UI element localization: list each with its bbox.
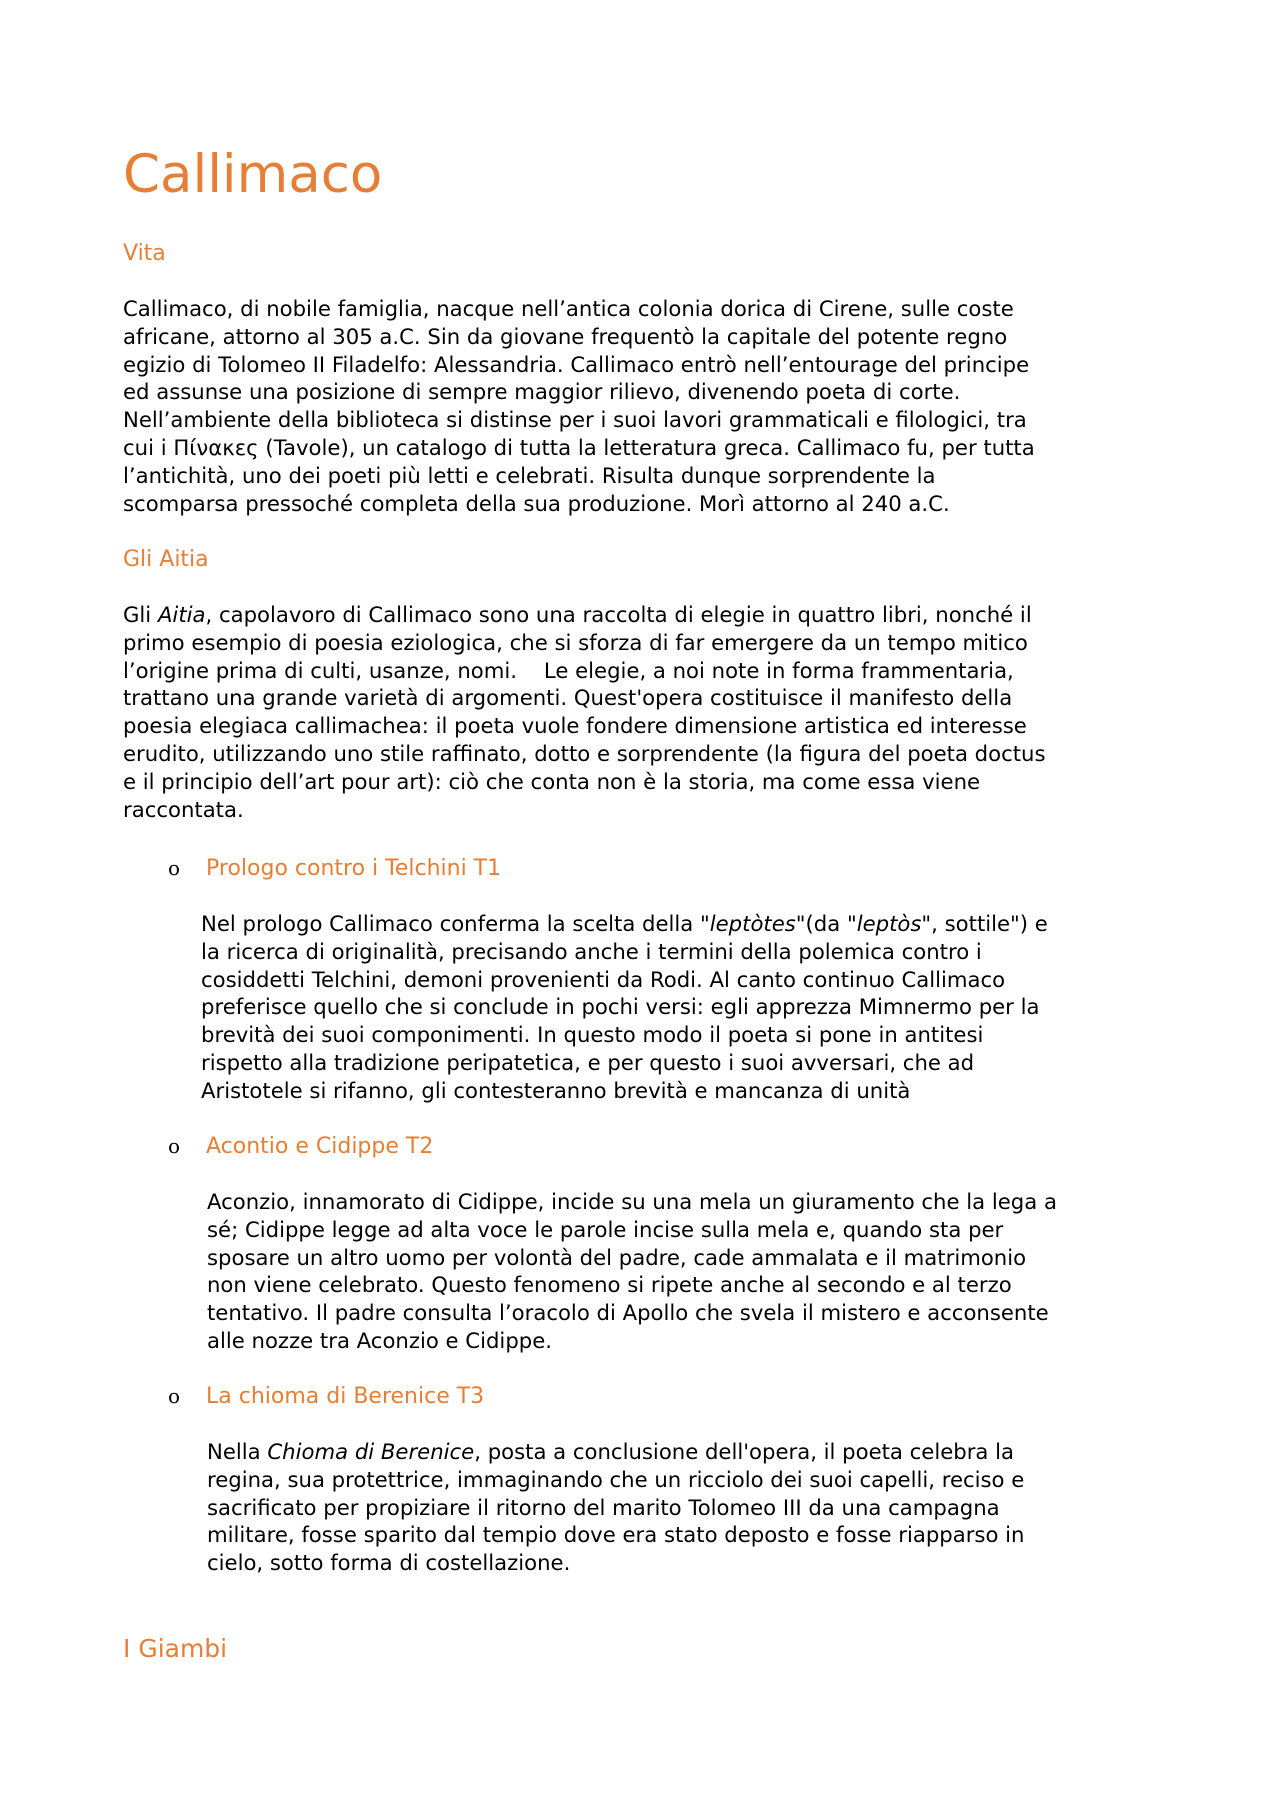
text-line: Aconzio, innamorato di Cidippe, incide su una mela un giuramento che la lega a: [207, 1189, 1057, 1214]
bullet-heading: La chioma di Berenice T3: [206, 1384, 485, 1409]
section-heading-giambi: I Giambi: [123, 1634, 228, 1663]
text-line: tentativo. Il padre consulta l’oracolo di Apollo che svela il mistero e acconsente: [207, 1300, 1049, 1326]
text-line: Nell’ambiente della biblioteca si distinse per i suoi lavori grammaticali e filologici, tra: [123, 407, 1027, 433]
section-heading-vita: Vita: [123, 241, 166, 266]
text-line: brevità dei suoi componimenti. In questo modo il poeta si pone in antitesi: [201, 1022, 984, 1048]
paragraph-chioma: [207, 1438, 1024, 1577]
bullet-item-prologo: [168, 858, 501, 880]
bullet-marker: o: [168, 1384, 181, 1408]
text-line: ed assunse una posizione di sempre maggior rilievo, divenendo poeta di corte.: [123, 379, 961, 405]
italic-term: Aitia: [157, 602, 206, 627]
bullet-marker: o: [168, 1134, 181, 1158]
text-line: egizio di Tolomeo II Filadelfo: Alessandria. Callimaco entrò nell’entourage del principe: [123, 351, 1030, 377]
text-line: Gli Aitia, capolavoro di Callimaco sono una raccolta di elegie in quattro libri, nonché il: [123, 602, 1032, 627]
text-line: l’antichità, uno dei poeti più letti e celebrati. Risulta dunque sorprendente la: [123, 462, 936, 488]
text-line: cielo, sotto forma di costellazione.: [207, 1550, 571, 1576]
paragraph-vita: [123, 295, 1035, 517]
paragraph-prologo: [201, 910, 1048, 1105]
text-line: Nella Chioma di Berenice, posta a conclusione dell'opera, il poeta celebra la: [207, 1439, 1015, 1464]
paragraph-aitia: [123, 601, 1046, 823]
text-line: scomparsa pressoché completa della sua produzione. Morì attorno al 240 a.C.: [123, 490, 950, 516]
text-line: trattano una grande varietà di argomenti. Quest'opera costituisce il manifesto della: [123, 685, 1013, 711]
italic-term: leptòtes: [709, 911, 796, 936]
text-line: Aristotele si rifanno, gli contesteranno brevità e mancanza di unità: [201, 1077, 911, 1103]
text-line: erudito, utilizzando uno stile raffinato, dotto e sorprendente (la figura del poeta doctus: [123, 740, 1046, 766]
bullet-marker: o: [168, 856, 181, 880]
page-title: Callimaco: [123, 144, 383, 205]
text-line: alle nozze tra Aconzio e Cidippe.: [207, 1327, 552, 1353]
text-line: non viene celebrato. Questo fenomeno si ripete anche al secondo e al terzo: [207, 1272, 1012, 1298]
text-line: africane, attorno al 305 a.C. Sin da giovane frequentò la capitale del potente regno: [123, 323, 1008, 349]
text-line: sacrificato per propiziare il ritorno del marito Tolomeo III da una campagna: [207, 1494, 1000, 1520]
bullet-heading: Prologo contro i Telchini T1: [206, 856, 502, 881]
text-line: sé; Cidippe legge ad alta voce le parole incise sulla mela e, quando sta per: [207, 1216, 1004, 1242]
text-line: l’origine prima di culti, usanze, nomi. Le elegie, a noi note in forma frammentaria,: [123, 657, 1014, 683]
text-line: poesia elegiaca callimachea: il poeta vuole fondere dimensione artistica ed interesse: [123, 713, 1027, 739]
text-line: Nel prologo Callimaco conferma la scelta della "leptòtes"(da "leptòs", sottile") e: [201, 911, 1048, 936]
text-line: militare, fosse sparito dal tempio dove era stato deposto e fosse riapparso in: [207, 1522, 1025, 1548]
text-line: preferisce quello che si conclude in pochi versi: egli apprezza Mimnermo per la: [201, 994, 1040, 1020]
bullet-item-acontio: [168, 1136, 433, 1158]
italic-term: leptòs: [856, 911, 922, 936]
italic-term: Chioma di Berenice: [267, 1439, 475, 1464]
text-line: cui i Πίνακες (Tavole), un catalogo di tutta la letteratura greca. Callimaco fu, per tutta: [123, 434, 1035, 460]
text-line: cosiddetti Telchini, demoni provenienti da Rodi. Al canto continuo Callimaco: [201, 966, 1006, 992]
text-line: Callimaco, di nobile famiglia, nacque nell’antica colonia dorica di Cirene, sulle coste: [123, 296, 1014, 321]
text-line: sposare un altro uomo per volontà del padre, cade ammalata e il matrimonio: [207, 1244, 1027, 1270]
text-line: primo esempio di poesia eziologica, che si sforza di far emergere da un tempo mitico: [123, 629, 1028, 655]
bullet-heading: Acontio e Cidippe T2: [206, 1134, 434, 1159]
text-line: raccontata.: [123, 796, 244, 822]
text-line: e il principio dell’art pour art): ciò che conta non è la storia, ma come essa viene: [123, 768, 981, 794]
bullet-item-chioma: [168, 1386, 484, 1408]
text-line: la ricerca di originalità, precisando anche i termini della polemica contro i: [201, 938, 982, 964]
text-line: regina, sua protettrice, immaginando che un ricciolo dei suoi capelli, reciso e: [207, 1466, 1025, 1492]
text-line: rispetto alla tradizione peripatetica, e per questo i suoi avversari, che ad: [201, 1049, 975, 1075]
section-heading-aitia: Gli Aitia: [123, 547, 209, 572]
paragraph-acontio: [207, 1188, 1057, 1355]
